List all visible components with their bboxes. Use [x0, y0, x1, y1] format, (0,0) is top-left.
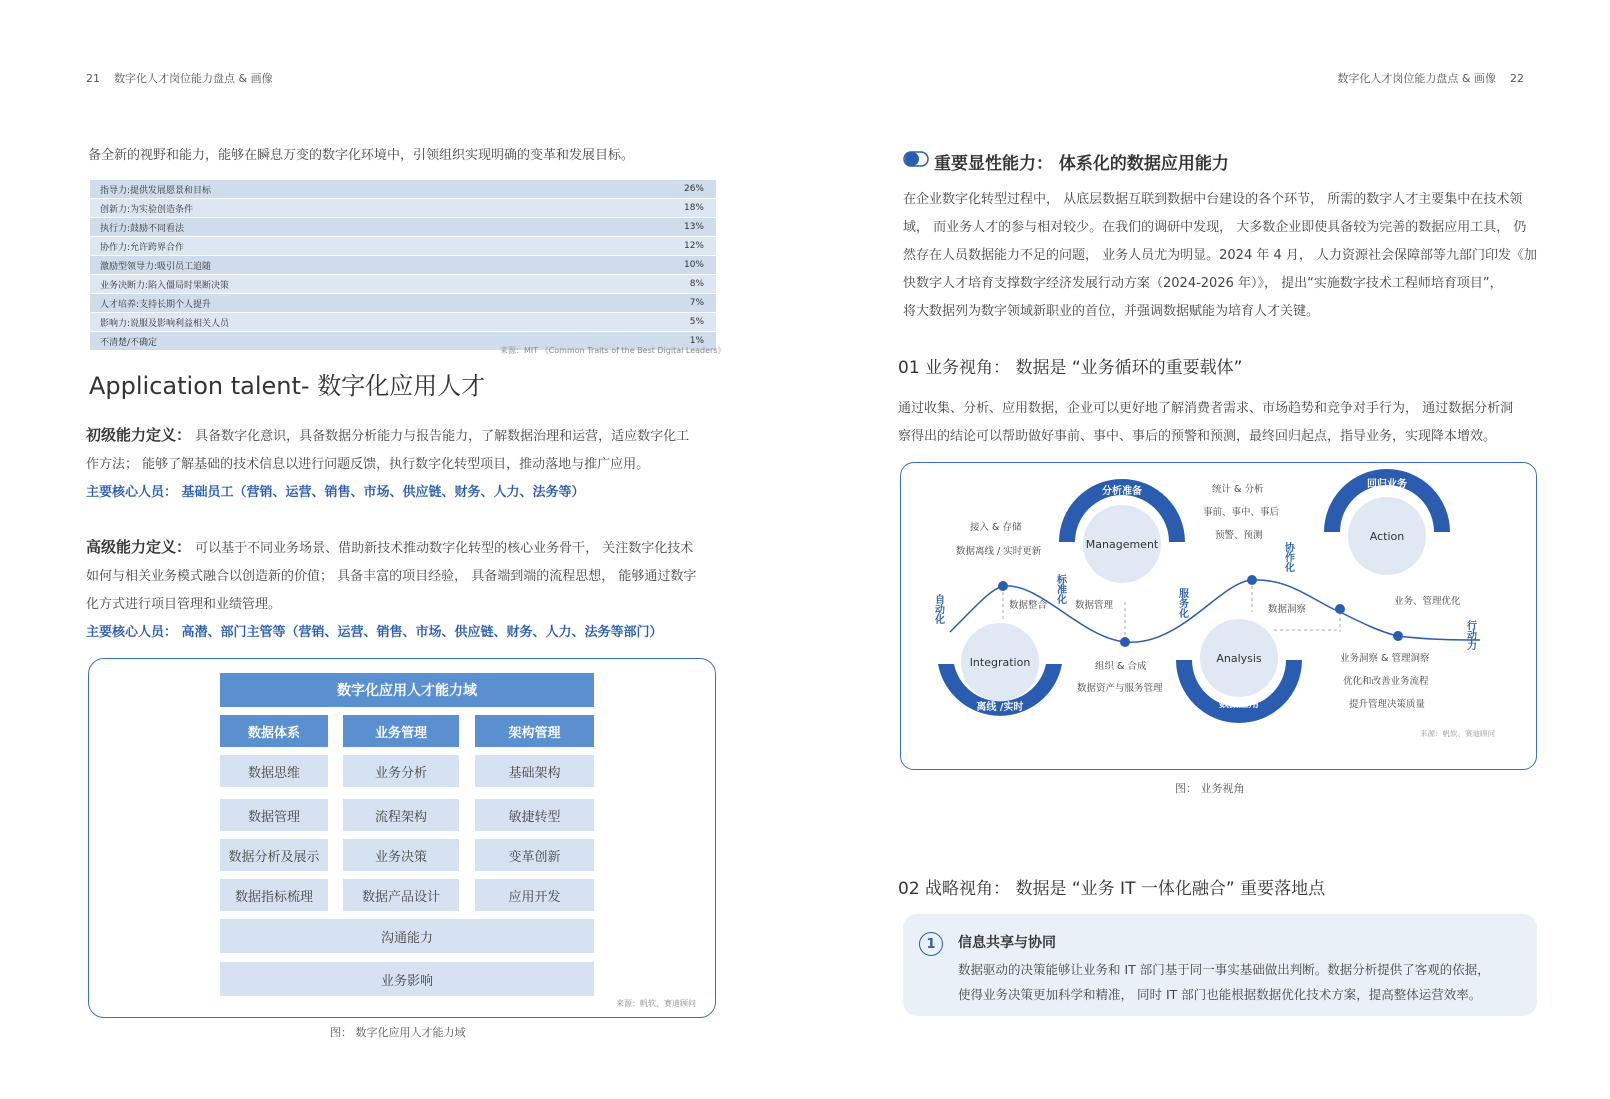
- label-out2: 优化和改善业务流程: [1343, 676, 1429, 687]
- right-page-number: 22: [1510, 72, 1524, 85]
- junior-text-2: 作方法； 能够了解基础的技术信息以进行问题反馈，执行数字化转型项目，推动落地与推广应用。: [86, 457, 650, 472]
- label-insight: 数据洞察: [1268, 604, 1307, 615]
- label-stat2: 事前、事中、事后: [1203, 507, 1280, 518]
- senior-text-1: 可以基于不同业务场景、借助新技术推动数字化转型的核心业务骨干， 关注数字化技术: [195, 541, 694, 556]
- right-para-line: 然存在人员数据能力不足的问题， 业务人员尤为明显。2024 年 4 月， 人力资源社会保障部等九部门印发《加: [903, 248, 1538, 263]
- senior-label: 高级能力定义：: [86, 538, 192, 556]
- card-title: 信息共享与协同: [958, 935, 1056, 951]
- senior-text-3: 化方式进行项目管理和业绩管理。: [86, 597, 282, 612]
- capability-cell: 数据思维: [220, 755, 328, 787]
- capability-domain-box: [88, 658, 716, 1018]
- left-page-header: [86, 70, 273, 86]
- label-org1: 组织 & 合成: [1095, 661, 1147, 672]
- capability-cell: 数据体系: [220, 715, 328, 747]
- label-servicization: 服务化: [1176, 588, 1188, 618]
- label-stat3: 预警、预测: [1215, 530, 1263, 541]
- label-manage: 数据管理: [1075, 600, 1114, 611]
- capability-cell: 数据指标梳理: [220, 879, 328, 911]
- card-text: [958, 957, 1533, 1007]
- subsection-1-title: 01 业务视角： 数据是 “业务循环的重要载体”: [898, 358, 1243, 378]
- sub1-line: 通过收集、分析、应用数据，企业可以更好地了解消费者需求、市场趋势和竞争对手行为， 通过数据分析洞: [898, 401, 1514, 416]
- leadership-stats-table: [90, 180, 716, 351]
- capability-cell: 业务管理: [343, 715, 459, 747]
- info-sharing-card: [903, 914, 1537, 1016]
- subsection-2-title: 02 战略视角： 数据是 “业务 IT 一体化融合” 重要落地点: [898, 879, 1326, 899]
- label-out3: 提升管理决策质量: [1349, 699, 1426, 710]
- capability-cell: 数据管理: [220, 799, 328, 831]
- capability-wide-cell: 业务影响: [220, 962, 594, 996]
- section-title-application-talent: Application talent- 数字化应用人才: [89, 372, 486, 400]
- right-para-line: 将大数据列为数字领域新职业的首位，并强调数据赋能为培育人才关键。: [903, 304, 1320, 319]
- card-text-line: 使得业务决策更加科学和精准， 同时 IT 部门也能根据数据优化技术方案，提高整体运营效率。: [958, 987, 1482, 1002]
- label-stat1: 统计 & 分析: [1212, 484, 1264, 495]
- label-realtime: 数据离线 / 实时更新: [956, 546, 1042, 557]
- stats-row: 影响力:说服及影响利益相关人员 5%: [90, 313, 716, 332]
- toggle-icon: [903, 150, 929, 168]
- diagram-source: 来源：帆软、赛迪顾问: [1420, 729, 1495, 738]
- card-text-line: 数据驱动的决策能够让业务和 IT 部门基于同一事实基础做出判断。数据分析提供了客观的依据，: [958, 962, 1490, 977]
- junior-core-staff: 主要核心人员： 基础员工（营销、运营、销售、市场、供应链、财务、人力、法务等）: [86, 485, 585, 500]
- right-para-line: 在企业数字化转型过程中， 从底层数据互联到数据中台建设的各个环节， 所需的数字人才主要集中在技术领: [903, 192, 1523, 207]
- right-para-line: 域， 而业务人才的参与相对较少。在我们的调研中发现， 大多数企业即使具备较为完善的数据应用工具， 仍: [903, 220, 1527, 235]
- sub1-line: 察得出的结论可以帮助做好事前、事中、事后的预警和预测，最终回归起点，指导业务，实现降本增效。: [898, 429, 1497, 444]
- action-arc-label: 回归业务: [1367, 479, 1407, 490]
- junior-definition: [86, 421, 726, 507]
- stats-row: 业务决断力:陷入僵局时果断决策 8%: [90, 275, 716, 294]
- capability-cell: 业务分析: [343, 755, 459, 787]
- label-optimize: 业务、管理优化: [1394, 596, 1461, 607]
- action-node-label: Action: [1369, 530, 1405, 543]
- capability-cell: 敏捷转型: [475, 799, 594, 831]
- left-intro: 备全新的视野和能力，能够在瞬息万变的数字化环境中，引领组织实现明确的变革和发展目标。: [88, 148, 635, 163]
- management-node-label: Management: [1085, 538, 1159, 551]
- senior-core-staff: 主要核心人员： 高潜、部门主管等（营销、运营、销售、市场、供应链、财务、人力、法务等部门）: [86, 625, 663, 640]
- senior-text-2: 如何与相关业务模式融合以创造新的价值； 具备丰富的项目经验， 具备端到端的流程思想， 能够通过数字: [86, 569, 697, 584]
- capability-cell: 变革创新: [475, 839, 594, 871]
- senior-definition: [86, 533, 726, 647]
- subsection-1-paragraph: [898, 395, 1538, 451]
- junior-text-1: 具备数字化意识，具备数据分析能力与报告能力，了解数据治理和运营，适应数字化工: [195, 429, 690, 444]
- capability-cell: 架构管理: [475, 715, 594, 747]
- capability-cell: 基础架构: [475, 755, 594, 787]
- business-view-diagram: [900, 462, 1535, 768]
- stats-row: 指导力:提供发展愿景和目标 26%: [90, 180, 716, 199]
- capability-cell: 流程架构: [343, 799, 459, 831]
- integration-node-label: Integration: [969, 656, 1031, 669]
- right-para-line: 快数字人才培育支撑数字经济发展行动方案（2024-2026 年）》， 提出“实施数字技术工程师培育项目”，: [903, 276, 1503, 291]
- capability-source: 来源：帆软、赛迪顾问: [616, 999, 696, 1008]
- integration-arc-label: 离线 /实时: [976, 702, 1024, 713]
- junior-label: 初级能力定义：: [86, 426, 192, 444]
- capability-wide-cell: 沟通能力: [220, 919, 594, 953]
- curve-point: [998, 581, 1008, 591]
- capability-cell: 数据分析及展示: [220, 839, 328, 871]
- analysis-arc-label: 数据应用: [1219, 699, 1259, 710]
- label-out1: 业务洞察 & 管理洞察: [1340, 653, 1430, 664]
- label-action-power: 行动力: [1464, 620, 1476, 650]
- management-arc-label: 分析准备: [1102, 486, 1142, 497]
- left-page-title: 数字化人才岗位能力盘点 & 画像: [114, 72, 273, 85]
- label-standardization: 标准化: [1054, 574, 1066, 604]
- label-automation: 自动化: [932, 594, 944, 624]
- right-intro-paragraph: [903, 186, 1543, 326]
- capability-cell: 业务决策: [343, 839, 459, 871]
- stats-row: 不清楚/不确定 1%: [90, 332, 716, 351]
- capability-cell: 数据产品设计: [343, 879, 459, 911]
- stats-row: 人才培养:支持长期个人提升 7%: [90, 294, 716, 313]
- stats-row: 激励型领导力:吸引员工追随 10%: [90, 256, 716, 275]
- left-page-number: 21: [86, 72, 100, 85]
- stats-row: 执行力:鼓励不同看法 13%: [90, 218, 716, 237]
- card-number-badge: 1: [919, 932, 943, 956]
- capability-caption: 图： 数字化应用人才能力域: [330, 1026, 466, 1039]
- curve-point: [1335, 604, 1345, 614]
- label-access: 接入 & 存储: [970, 522, 1022, 533]
- analysis-node-label: Analysis: [1216, 652, 1262, 665]
- diagram-caption: 图： 业务视角: [1175, 782, 1245, 795]
- curve-point: [1247, 575, 1257, 585]
- stats-source: 来源：MIT 《Common Traits of the Best Digital Leaders》: [500, 346, 726, 355]
- label-org2: 数据资产与服务管理: [1077, 683, 1163, 694]
- label-integrate: 数据整合: [1009, 600, 1048, 611]
- capability-title: 数字化应用人才能力域: [220, 673, 594, 707]
- right-page-header: [1337, 70, 1524, 86]
- stats-row: 创新力:为实验创造条件 18%: [90, 199, 716, 218]
- right-section-title: 重要显性能力： 体系化的数据应用能力: [934, 154, 1229, 174]
- capability-cell: 应用开发: [475, 879, 594, 911]
- label-collaboration: 协作化: [1282, 542, 1294, 572]
- curve-point: [1120, 637, 1130, 647]
- right-page-title: 数字化人才岗位能力盘点 & 画像: [1337, 72, 1496, 85]
- stats-row: 协作力:允许跨界合作 12%: [90, 237, 716, 256]
- curve-point: [1393, 631, 1403, 641]
